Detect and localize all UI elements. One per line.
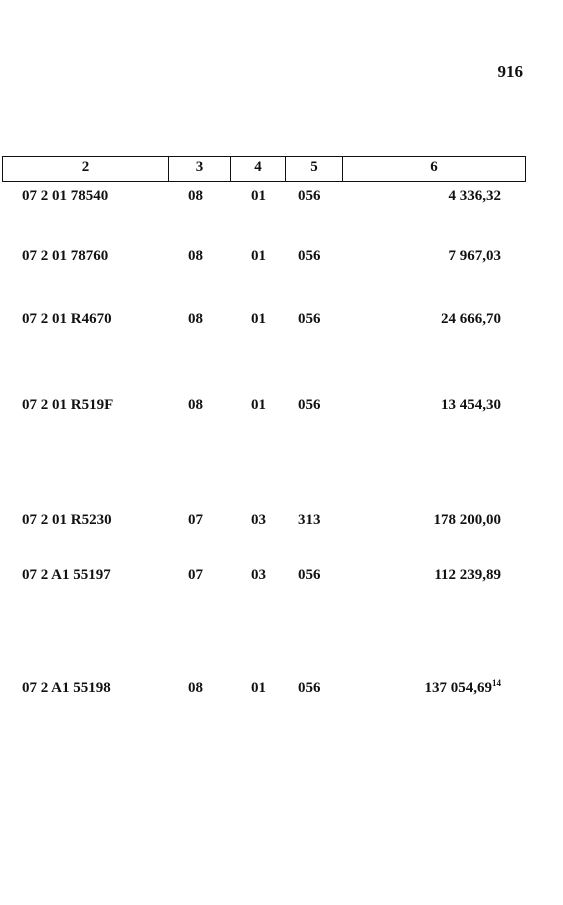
row-col-5: 056	[298, 311, 321, 327]
row-col-3: 07	[188, 567, 203, 583]
table-row	[0, 188, 563, 208]
row-col-4: 03	[251, 567, 266, 583]
table-row	[0, 512, 563, 532]
row-col-5: 056	[298, 397, 321, 413]
row-amount: 137 054,69$^{14}$	[424, 678, 501, 696]
row-col-3: 08	[188, 311, 203, 327]
row-col-4: 01	[251, 311, 266, 327]
table-row	[0, 567, 563, 587]
row-code: 07 2 01 R519F	[22, 397, 114, 413]
row-col-3: 07	[188, 512, 203, 528]
row-amount: 178 200,00	[433, 512, 501, 528]
row-amount: 7 967,03	[448, 248, 501, 264]
row-code: 07 2 01 R5230	[22, 512, 112, 528]
header-col-3: 3	[169, 157, 231, 181]
table-row	[0, 680, 563, 700]
header-col-2: 2	[3, 157, 169, 181]
table-row	[0, 397, 563, 417]
row-col-3: 08	[188, 397, 203, 413]
row-col-3: 08	[188, 188, 203, 204]
row-col-5: 056	[298, 188, 321, 204]
row-col-4: 03	[251, 512, 266, 528]
page-number: 916	[497, 62, 523, 81]
row-code: 07 2 A1 55197	[22, 567, 111, 583]
row-col-5: 056	[298, 248, 321, 264]
row-amount: 13 454,30	[441, 397, 501, 413]
row-col-4: 01	[251, 680, 266, 696]
row-code: 07 2 01 R4670	[22, 311, 112, 327]
row-amount: 112 239,89	[434, 567, 501, 583]
row-amount: 24 666,70	[441, 311, 501, 327]
row-col-5: 056	[298, 567, 321, 583]
footnote-marker: 14	[492, 678, 501, 688]
row-amount: 4 336,32	[448, 188, 501, 204]
row-col-4: 01	[251, 397, 266, 413]
row-col-5: 056	[298, 680, 321, 696]
row-col-5: 313	[298, 512, 321, 528]
row-col-3: 08	[188, 248, 203, 264]
row-code: 07 2 A1 55198	[22, 680, 111, 696]
row-code: 07 2 01 78760	[22, 248, 109, 264]
header-col-4: 4	[231, 157, 286, 181]
table-row	[0, 311, 563, 331]
header-col-6: 6	[430, 159, 438, 175]
row-col-4: 01	[251, 188, 266, 204]
table-header	[2, 156, 526, 182]
row-code: 07 2 01 78540	[22, 188, 109, 204]
row-col-3: 08	[188, 680, 203, 696]
table-row	[0, 248, 563, 268]
header-col-5: 5	[286, 157, 343, 181]
row-col-4: 01	[251, 248, 266, 264]
